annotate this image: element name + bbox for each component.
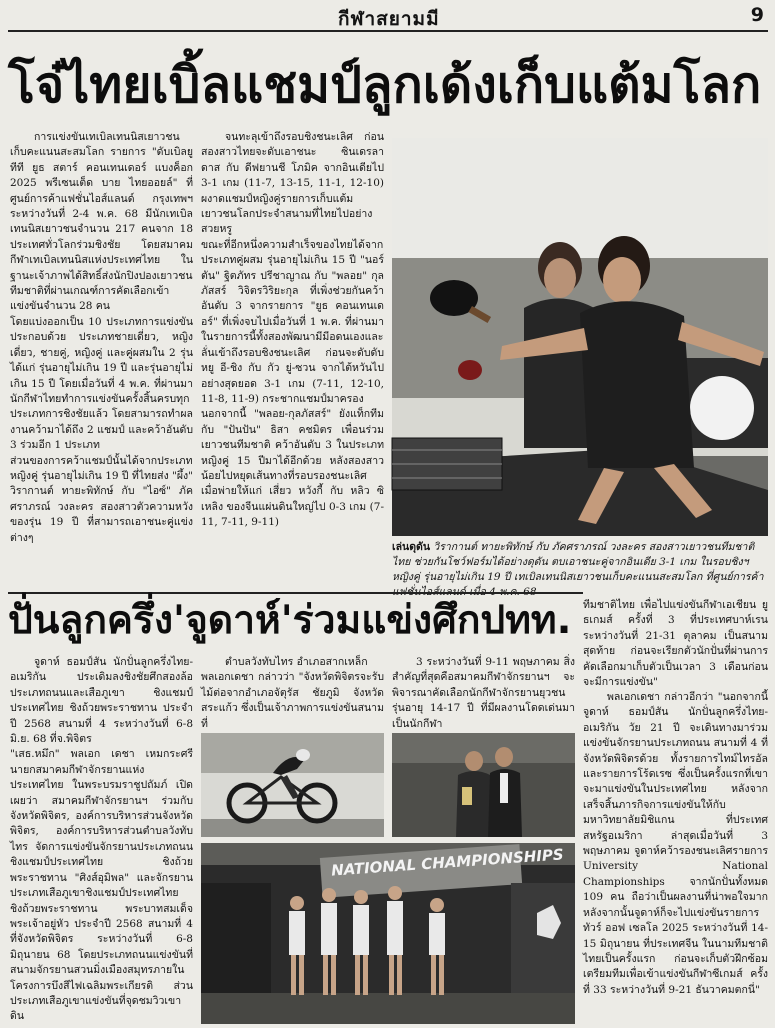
trophy-photo: [392, 733, 575, 837]
section-name: กีฬาสยามมี: [338, 8, 440, 30]
story2-column-2: ตำบลวังทับไทร อำเภอสากเหล็ก พลเอกเดชา กล่าวว่า "จังหวัดพิจิตรจะรับไม้ต่อจากอำเภอจัตุรัส ชัยภูมิ จังหวัดสระแก้ว ซึ่งเป็นเจ้าภาพการแข่งขันสนามที่: [201, 656, 384, 730]
podium-photo: [201, 843, 575, 1024]
story2-column-4-top: ทีมชาติไทย เพื่อไปแข่งขันกีฬาเอเชียน ยูธเกมส์ ครั้งที่ 3 ที่ประเทศบาห์เรน ระหว่างวันที่ 21-31 ตุลาคม เป็นสนามสุดท้าย ก่อนจะเรียกตัวนักปั่นที่ผ่านการคัดเลือกมาเก็บตัวเป็นเวลา 3 เดือนก่อนจะมีการแข่งขัน": [583, 599, 768, 689]
story2-column-3: 3 ระหว่างวันที่ 9-11 พฤษภาคม สิ่งสำคัญที่สุดคือสมาคมกีฬาจักรยานฯ จะพิจารณาคัดเลือกนักกีฬาจักรยานยุวชนรุ่นอายุ 14-17 ปี ที่มีผลงานโดดเด่นมาเป็นนักกีฬา: [392, 656, 575, 730]
table-tennis-photo: [392, 138, 768, 536]
story2-column-1: จูดาห์ ธอมป์สัน นักปั่นลูกครึ่งไทย-อเมริกัน ประเดิมลงชิงชัยศึกสองล้อประเภทถนนและเสือภูเขา ชิงแชมป์ประเทศไทย ชิงถ้วยพระราชทาน ประจำปี 2568 สนามที่ 4 ระหว่างวันที่ 6-8 มิ.ย. 68 ที่จ.พิจิตร "เสธ.หมึก" พลเอก เดชา เหมกระศรี นายกสมาคมกีฬาจักรยานแห่งประเทศไทย ในพระบรมราชูปถัมภ์ เปิดเผยว่า สมาคมกีฬาจักรยานฯ ร่วมกับจังหวัดพิจิตร, องค์การบริหารส่วนจังหวัดพิจิตร, องค์การบริหารส่วนตำบลวังทับไทร จัดการแข่งขันจักรยานประเภทถนนชิงแชมป์ประเทศไทย ชิงถ้วยพระราชทาน "ศิงส์อุมิพล" และจักรยานประเภทเสือภูเขาชิงแชมป์ประเทศไทย ชิงถ้วยพระราชทาน พระบาทสมเด็จพระเจ้าอยู่หัว ประจำปี 2568 สนามที่ 4 ที่จังหวัดพิจิตร ระหว่างวันที่ 6-8 มิถุนายน 68 โดยประเภทถนนแข่งขันที่สนามจักรยานสวนมิ่งเมืองสมุทรภายในโครงการบึงสีไฟเฉลิมพระเกียรติ ส่วนประเภทเสือภูเขาแข่งขันที่จุดชมวิวเขาดิน: [10, 656, 193, 1023]
page-number: 9: [750, 4, 764, 26]
table-tennis-caption: [392, 540, 768, 594]
story1-column-1: การแข่งขันเทเบิลเทนนิสเยาวชนเก็บคะแนนสะสมโลก รายการ "ดับเบิลยูทีที ยูธ สตาร์ คอนเทนเดอร์ แบงค็อก 2025 พรีเซนเต็ด บาย ไทยออยล์" ที่ศูนย์การค้าแฟชั่นไอส์แลนด์ กรุงเทพฯ ระหว่างวันที่ 2-4 พ.ค. 68 มีนักเทเบิลเทนนิสเยาวชนจำนวน 217 คนจาก 18 ประเทศทั่วโลกร่วมชิงชัย โดยสมาคมกีฬาเทเบิลเทนนิสแห่งประเทศไทย ในฐานะเจ้าภาพได้สิทธิ์ส่งนักปิงปองเยาวชนทีมชาติที่ผ่านเกณฑ์การคัดเลือกเข้าแข่งขันจำนวน 28 คน โดยแบ่งออกเป็น 10 ประเภทการแข่งขัน ประกอบด้วย ประเภทชายเดี่ยว, หญิงเดี่ยว, ชายคู่, หญิงคู่ และคู่ผสมใน 2 รุ่น ได้แก่ รุ่นอายุไม่เกิน 19 ปี และรุ่นอายุไม่เกิน 15 ปี โดยเมื่อวันที่ 4 พ.ค. ที่ผ่านมา นักกีฬาไทยทำการแข่งขันครั้งสิ้นครบทุกประเภทการชิงชัยแล้ว โดยสามารถทำผลงานคว้ามาได้ถึง 2 แชมป์ และคว้าอันดับ 3 ร่วมอีก 1 ประเภท ส่วนของการคว้าแชมป์นั้นได้จากประเภทหญิงคู่ รุ่นอายุไม่เกิน 19 ปี ที่ไทยส่ง "ผึ้ง" วิรากานต์ ทายะพิทักษ์ กับ "ไอซ์" ภัคศราภรณ์ วงละคร สองสาวตัวความหวังของรุ่น 19 ปี ที่สามารถเอาชนะคู่แข่งต่างๆ: [10, 131, 193, 544]
masthead: [8, 2, 768, 32]
story2-headline: ปั่นลูกครึ่ง'จูดาห์'ร่วมแข่งศึกปทท.: [8, 598, 572, 643]
caption-lead: เล่นดุดัน: [392, 541, 431, 553]
story1-headline: โจ๋ไทยเบิ้ลแชมป์ลูกเด้งเก็บแต้มโลก: [8, 56, 762, 114]
caption-body: วิรากานต์ ทายะพิทักษ์ กับ ภัคศราภรณ์ วงละคร สองสาวเยาวชนทีมชาติไทย ช่วยกันโชว์ฟอร์มได้อย่างดุดัน ตบเอาชนะคู่จากอินเดีย 3-1 เกม ในรอบชิงฯ หญิงคู่ รุ่นอายุไม่เกิน 19 ปี เทเบิลเทนนิสเยาวชนเก็บคะแนนสะสมโลก ที่ศูนย์การค้า: [392, 541, 764, 583]
story1-column-2: จนทะลุเข้าถึงรอบชิงชนะเลิศ ก่อนสองสาวไทยจะดับเอาชนะ ซินเดรลา ดาส กับ ดีฟยานชี โภมิค จากอินเดียไป 3-1 เกม (11-7, 13-15, 11-1, 12-10) ผงาดแชมป์หญิงคู่รายการเก็บแต้มเยาวชนโลกประจำสนามที่ไทยไปอย่างสวยหรู ขณะที่อีกหนึ่งความสำเร็จของไทยได้จากประเภทคู่ผสม รุ่นอายุไม่เกิน 15 ปี "นอร์ตัน" ฐิตภัทร ปรีชาญาณ กับ "พลอย" กุลภัสสร์ วิจิตรวิริยะกุล ที่เพิ่งช่วยกันคว้าอันดับ 3 จากรายการ "ยูธ คอนเทนเดอร์" ที่เพิ่งจบไปเมื่อวันที่ 1 พ.ค. ที่ผ่านมา ในรายการนี้ทั้งสองพัฒนามีมีอดนเองและลั่นเข้าถึงรอบชิงชนะเลิศ ก่อนจะดับดับ หยู อี-ชิง กับ กัว ยู่-ซวน จากไต้หวันไปอย่างสุดยอด 3-1 เกม (7-11, 12-10, 11-8, 11-9) กระชากแชมป์มาครอง นอกจากนี้ "พลอย-กุลภัสสร์" ยังแท็กทีมกับ "ปันปัน" ธิสา คชมิตร เพื่อนร่วมเยาวชนทีมชาติ คว้าอันดับ 3 ในประเภทหญิงคู่ 15 ปีมาได้อีกด้วย หลังสองสาวน้อยไปหยุดเส้นทางที่รอบรองชนะเลิศ เมื่อพ่ายให้แก่ เสี่ยว หวังกี้ กับ หลิว ซิเหลิง ของจีนแผ่นดินใหญ่ไป 0-3 เกม (7-11, 7-11, 9-11): [201, 131, 384, 529]
story2-column-4-bottom: พลเอกเดชา กล่าวอีกว่า "นอกจากนี้ จูดาห์ ธอมป์สัน นักปั่นลูกครึ่งไทย-อเมริกัน วัย 21 ปี จะเดินทางมาร่วมแข่งขันจักรยานประเภทถนน สนามที่ 4 ที่จังหวัดพิจิตรด้วย ทั้งรายการไทม์ไทรอัล และรายการโร้ดเรซ ซึ่งเป็นครั้งแรกที่เขาจะมาแข่งขันในประเทศไทย หลังจากเสร็จสิ้นภารกิจการแข่งขันให้กับมหาวิทยาลัยมิชิแกน ที่ประเทศสหรัฐอเมริกา ล่าสุดเมื่อวันที่ 3 พฤษภาคม จูดาห์คว้ารองชนะเลิศรายการ University National Championships จากนักปั่นทั้งหมด 109 คน ถือว่าเป็นผลงานที่น่าพอใจมาก หลังจากนั้นจูดาห์ก็จะไปแข่งขันรายการทัวร์ ออฟ เซลโล 2025 ระหว่างวันที่ 14-15 มิถุนายน ที่ประเทศจีน ในนามทีมชาติไทยเป็นครั้งแรก ก่อนจะเก็บตัวฝึกซ้อมเตรียมทีมเพื่อเข้าแข่งขันกีฬาซีเกมส์ ครั้งที่ 33 ระหว่างวันที่ 9-21 ธันวาคมตกนี่": [583, 691, 768, 996]
banner-text: NATIONAL CHAMPIONSHIPS: [330, 845, 565, 880]
cycling-time-trial-photo: [201, 733, 384, 837]
